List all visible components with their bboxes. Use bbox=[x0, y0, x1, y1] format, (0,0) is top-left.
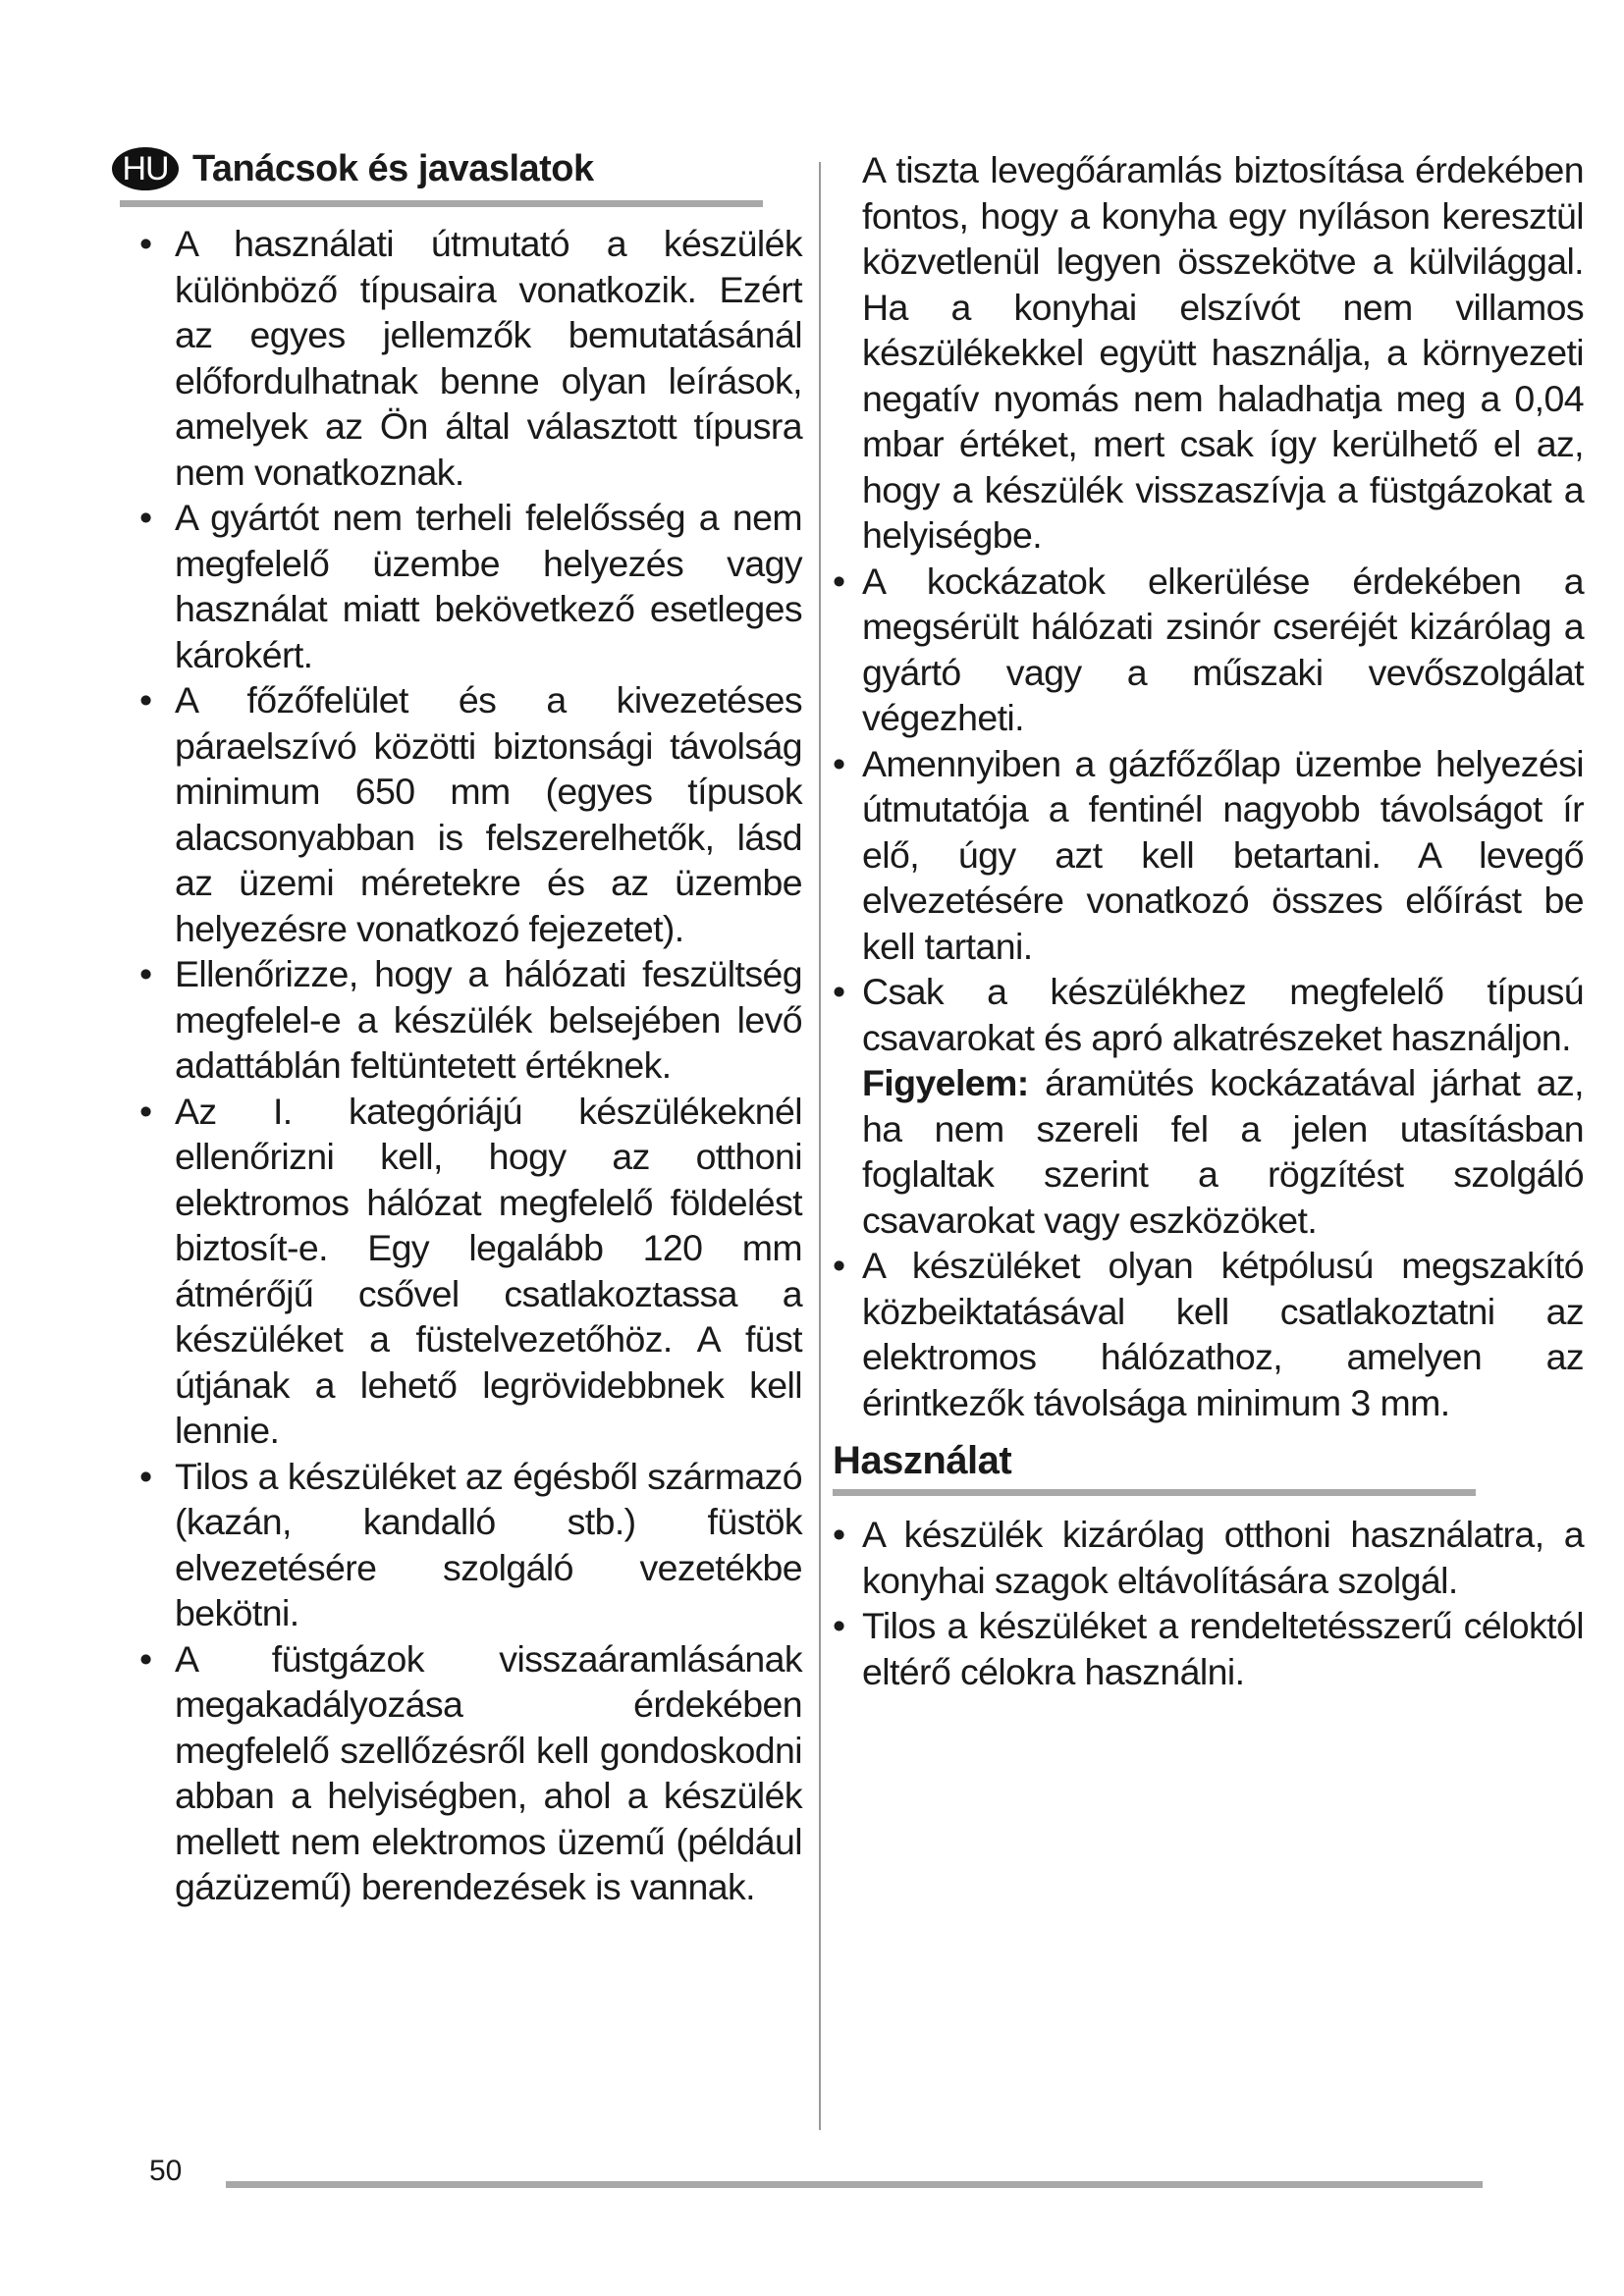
tips-list-continued bbox=[833, 559, 1584, 1061]
list-item: • A készülék kizárólag otthoni használatra, a konyhai szagok eltávolítására szolgál. bbox=[833, 1512, 1584, 1603]
list-item: • Tilos a készüléket az égésből származó (kazán, kandalló stb.) füstök elvezetésére szolgáló vezetékbe bekötni. bbox=[139, 1454, 802, 1636]
warning-label: Figyelem: bbox=[862, 1062, 1029, 1103]
section-heading bbox=[122, 147, 802, 190]
list-item: • A kockázatok elkerülése érdekében a megsérült hálózati zsinór cseréjét kizárólag a gyártó vagy a műszaki vevőszolgálat végezheti. bbox=[833, 559, 1584, 741]
section-title-tips: Tanácsok és javaslatok bbox=[192, 147, 594, 189]
list-item: • A főzőfelület és a kivezetéses páraelszívó közötti biztonsági távolság minimum 650 mm (egyes típusok alacsonyabban is felszerelhetők, lásd az üzemi méretekre és az üzembe helyezésre vonatkozó fejezetet). bbox=[139, 677, 802, 951]
column-divider bbox=[819, 162, 821, 2130]
right-column bbox=[833, 147, 1584, 1694]
intro-paragraph: A tiszta levegőáramlás biztosítása érdekében fontos, hogy a konyha egy nyíláson keresztül közvetlenül legyen összekötve a külvilággal. Ha a konyhai elszívót nem villamos készülékekkel együtt használja, a környezeti negatív nyomás nem haladhatja meg a 0,04 mbar értéket, mert csak így kerülhető el az, hogy a készülék visszaszívja a füstgázokat a helyiségbe. bbox=[862, 149, 1584, 556]
tips-list bbox=[149, 221, 802, 1910]
list-item: • Ellenőrizze, hogy a hálózati feszültség megfelel-e a készülék belsejében levő adattáblán feltüntetett értéknek. bbox=[139, 951, 802, 1089]
page-number: 50 bbox=[149, 2155, 183, 2187]
list-item: • A füstgázok visszaáramlásának megakadályozása érdekében megfelelő szellőzésről kell gondoskodni abban a helyiségben, ahol a készülék mellett nem elektromos üzemű (például gázüzemű) berendezések is vannak. bbox=[139, 1636, 802, 1910]
warning-text: áramütés kockázatával járhat az, ha nem szereli fel a jelen utasításban foglaltak szerint a rögzítést szolgáló csavarokat vagy eszközöket. bbox=[862, 1062, 1584, 1241]
left-column bbox=[122, 147, 802, 1910]
language-badge: HU bbox=[112, 147, 179, 190]
list-item: • Tilos a készüléket a rendeltetésszerű céloktól eltérő célokra használni. bbox=[833, 1603, 1584, 1694]
list-item: • A használati útmutató a készülék különböző típusaira vonatkozik. Ezért az egyes jellemzők bemutatásánál előfordulhatnak benne olyan leírások, amelyek az Ön által választott típusra nem vonatkoznak. bbox=[139, 221, 802, 495]
warning-paragraph bbox=[833, 1060, 1584, 1243]
list-item: • Csak a készülékhez megfelelő típusú csavarokat és apró alkatrészeket használjon. bbox=[833, 969, 1584, 1060]
section-title-usage: Használat bbox=[833, 1439, 1012, 1482]
usage-list bbox=[833, 1512, 1584, 1694]
heading-rule bbox=[120, 200, 763, 207]
list-item: • Az I. kategóriájú készülékeknél ellenőrizni kell, hogy az otthoni elektromos hálózat megfelelő földelést biztosít-e. Egy legalább 120 mm átmérőjű csővel csatlakoztassa a készüléket a füstelvezetőhöz. A füst útjának a lehető legrövidebbnek kell lennie. bbox=[139, 1089, 802, 1454]
footer-rule bbox=[226, 2181, 1483, 2188]
list-item: • Amennyiben a gázfőzőlap üzembe helyezési útmutatója a fentinél nagyobb távolságot ír elő, úgy azt kell betartani. A levegő elvezetésére vonatkozó összes előírást be kell tartani. bbox=[833, 741, 1584, 970]
list-item: • A készüléket olyan kétpólusú megszakító közbeiktatásával kell csatlakoztatni az elektromos hálózathoz, amelyen az érintkezők távolsága minimum 3 mm. bbox=[833, 1243, 1584, 1425]
list-item: • A gyártót nem terheli felelősség a nem megfelelő üzembe helyezés vagy használat miatt bekövetkező esetleges károkért. bbox=[139, 495, 802, 677]
usage-rule bbox=[833, 1489, 1476, 1496]
tips-list-final bbox=[833, 1243, 1584, 1425]
